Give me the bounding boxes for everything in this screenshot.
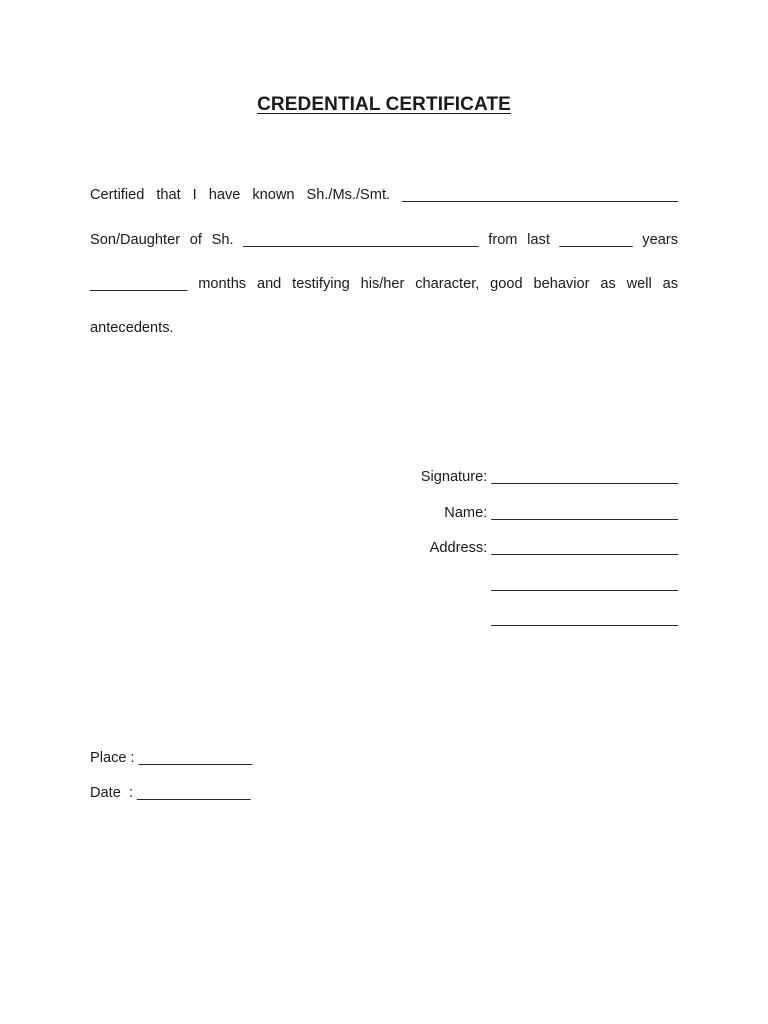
body-line-antecedents: antecedents. (90, 320, 174, 336)
address-line-3: _______________________ (491, 611, 678, 627)
name-field: Name: _______________________ (444, 505, 678, 521)
signature-field: Signature: _______________________ (420, 469, 678, 485)
page-title: CREDENTIAL CERTIFICATE (257, 94, 511, 115)
address-line-2: _______________________ (491, 576, 678, 592)
place-field: Place : ______________ (90, 750, 253, 766)
body-line-parent: Son/Daughter of Sh. _____________________________ from last _________ years (90, 232, 678, 248)
date-field: Date : ______________ (90, 785, 251, 801)
body-line-known: Certified that I have known Sh./Ms./Smt. __________________________________ (90, 187, 678, 203)
address-field: Address: _______________________ (429, 540, 678, 556)
body-line-months: ____________ months and testifying his/her character, good behavior as well as (90, 276, 678, 292)
